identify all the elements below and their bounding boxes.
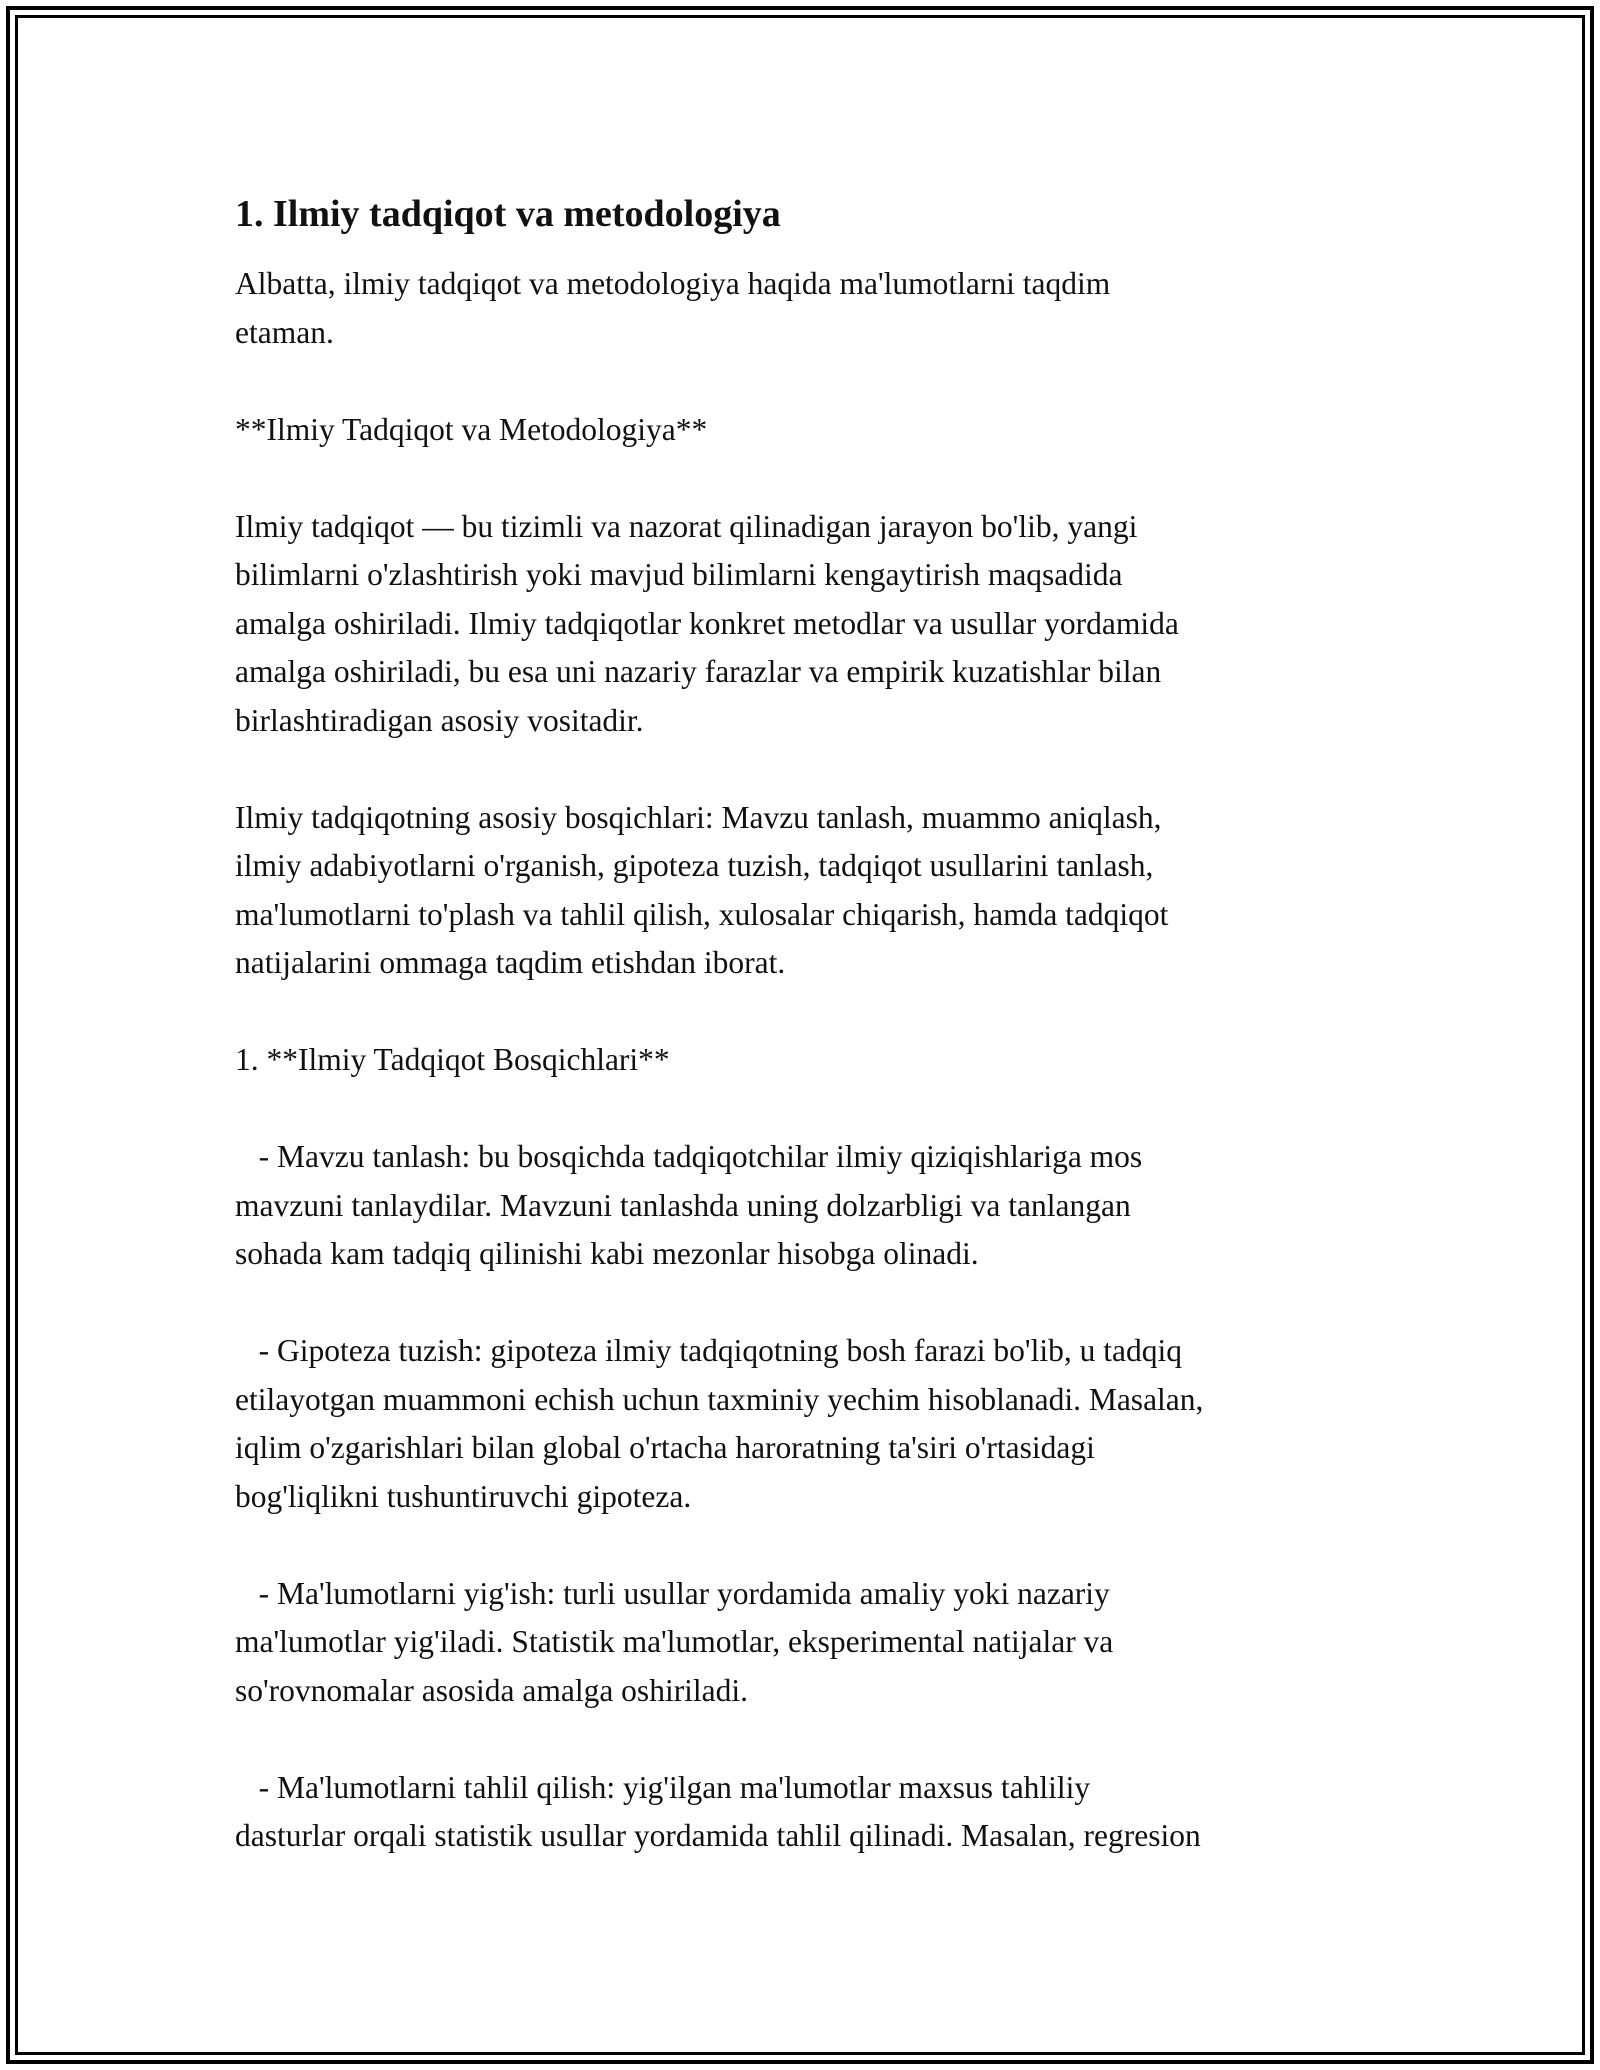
- text-line: amalga oshiriladi. Ilmiy tadqiqotlar konkret metodlar va usullar yordamida: [235, 605, 1179, 641]
- paragraph-definition: [235, 503, 1365, 746]
- text-line: ma'lumotlarni to'plash va tahlil qilish, xulosalar chiqarish, hamda tadqiqot: [235, 896, 1169, 932]
- text-line: - Ma'lumotlarni tahlil qilish: yig'ilgan ma'lumotlar maxsus tahliliy: [235, 1769, 1091, 1805]
- text-line: etaman.: [235, 314, 334, 350]
- text-line: bog'liqlikni tushuntiruvchi gipoteza.: [235, 1478, 692, 1514]
- list-item-data-analysis: [235, 1764, 1365, 1861]
- list-item-topic: [235, 1133, 1365, 1279]
- text-line: Ilmiy tadqiqotning asosiy bosqichlari: Mavzu tanlash, muammo aniqlash,: [235, 799, 1162, 835]
- document-body: [235, 188, 1365, 1909]
- text-line: bilimlarni o'zlashtirish yoki mavjud bilimlarni kengaytirish maqsadida: [235, 557, 1123, 592]
- list-item-hypothesis: [235, 1327, 1365, 1521]
- paragraph-list-heading: [235, 1036, 1365, 1085]
- text-line: amalga oshiriladi, bu esa uni nazariy farazlar va empirik kuzatishlar bilan: [235, 654, 1162, 689]
- text-line: mavzuni tanlaydilar. Mavzuni tanlashda uning dolzarbligi va tanlangan: [235, 1187, 1131, 1223]
- text-line: iqlim o'zgarishlari bilan global o'rtacha haroratning ta'siri o'rtasidagi: [235, 1430, 1095, 1465]
- paragraph-stages-summary: [235, 794, 1365, 988]
- paragraph-intro: [235, 260, 1365, 357]
- text-line: Ilmiy tadqiqot — bu tizimli va nazorat qilinadigan jarayon bo'lib, yangi: [235, 508, 1138, 544]
- text-line: **Ilmiy Tadqiqot va Metodologiya**: [235, 411, 708, 447]
- paragraph-subheading: [235, 406, 1365, 455]
- list-item-data-collection: [235, 1570, 1365, 1716]
- text-line: - Ma'lumotlarni yig'ish: turli usullar yordamida amaliy yoki nazariy: [235, 1575, 1110, 1611]
- text-line: - Gipoteza tuzish: gipoteza ilmiy tadqiqotning bosh farazi bo'lib, u tadqiq: [235, 1333, 1182, 1368]
- text-line: ma'lumotlar yig'iladi. Statistik ma'lumotlar, eksperimental natijalar va: [235, 1624, 1114, 1659]
- text-line: so'rovnomalar asosida amalga oshiriladi.: [235, 1672, 749, 1708]
- text-line: dasturlar orqali statistik usullar yordamida tahlil qilinadi. Masalan, regresion: [235, 1818, 1201, 1853]
- text-line: - Mavzu tanlash: bu bosqichda tadqiqotchilar ilmiy qiziqishlariga mos: [235, 1139, 1143, 1174]
- text-line: birlashtiradigan asosiy vositadir.: [235, 702, 644, 738]
- text-line: etilayotgan muammoni echish uchun taxminiy yechim hisoblanadi. Masalan,: [235, 1381, 1204, 1417]
- text-line: 1. **Ilmiy Tadqiqot Bosqichlari**: [235, 1042, 670, 1077]
- text-line: ilmiy adabiyotlarni o'rganish, gipoteza tuzish, tadqiqot usullarini tanlash,: [235, 848, 1154, 883]
- text-line: natijalarini ommaga taqdim etishdan iborat.: [235, 945, 786, 980]
- text-line: sohada kam tadqiq qilinishi kabi mezonlar hisobga olinadi.: [235, 1236, 979, 1271]
- text-line: Albatta, ilmiy tadqiqot va metodologiya haqida ma'lumotlarni taqdim: [235, 266, 1111, 301]
- document-title: 1. Ilmiy tadqiqot va metodologiya: [235, 193, 781, 235]
